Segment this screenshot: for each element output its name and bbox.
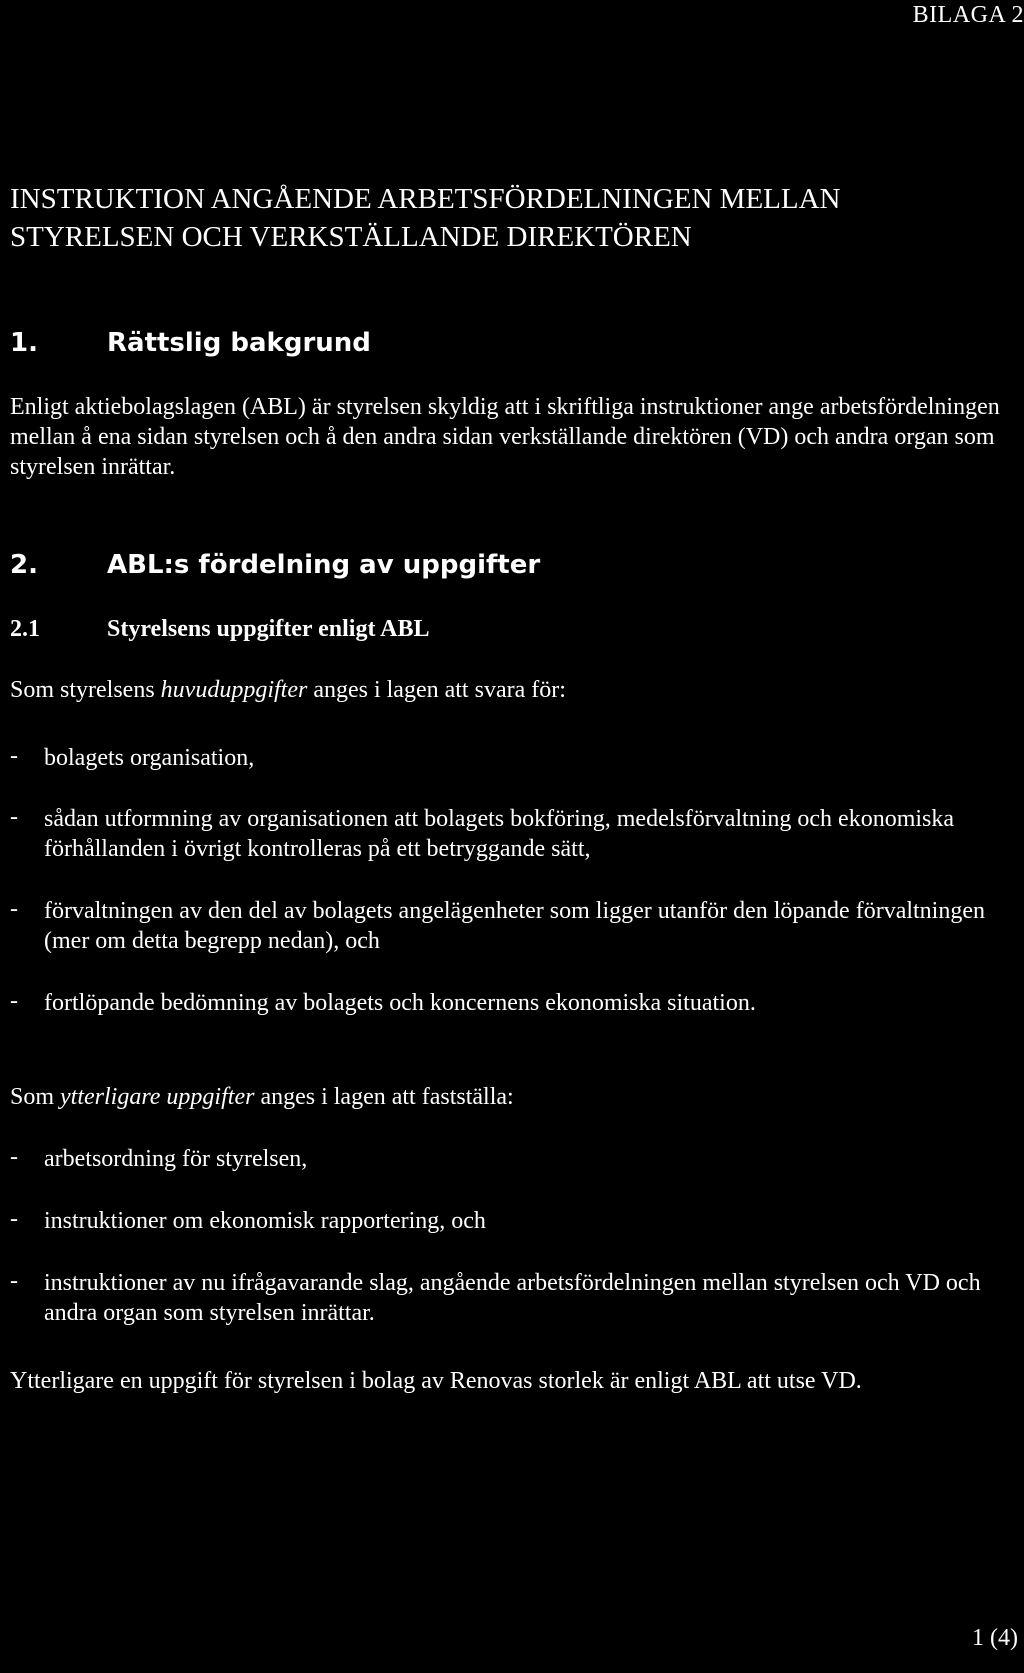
list-marker: - (10, 743, 18, 769)
title-line-1: INSTRUKTION ANGÅENDE ARBETSFÖRDELNINGEN MELLAN (10, 183, 841, 215)
list-item: instruktioner om ekonomisk rapportering, och (44, 1208, 486, 1234)
list-marker: - (10, 1144, 18, 1170)
list-marker: - (10, 1206, 18, 1232)
section-1-title: Rättslig bakgrund (107, 328, 371, 358)
page-label: BILAGA 2 (912, 2, 1024, 28)
subsection-2-1-title: Styrelsens uppgifter enligt ABL (107, 616, 430, 642)
main-tasks-intro: Som styrelsens huvuduppgifter anges i lagen att svara för: (10, 677, 566, 703)
list-item: förvaltningen av den del av bolagets angelägenheter som ligger utanför den löpande förvaltningen (mer om detta begrepp nedan), och (44, 898, 986, 954)
additional-tasks-intro: Som ytterligare uppgifter anges i lagen att fastställa: (10, 1084, 514, 1110)
document-title (10, 180, 1010, 256)
list-item: bolagets organisation, (44, 745, 255, 771)
list-item: fortlöpande bedömning av bolagets och koncernens ekonomiska situation. (44, 990, 756, 1016)
list-marker: - (10, 1268, 18, 1294)
list-item: arbetsordning för styrelsen, (44, 1146, 308, 1172)
title-line-2: STYRELSEN OCH VERKSTÄLLANDE DIREKTÖREN (10, 221, 692, 253)
closing-paragraph: Ytterligare en uppgift för styrelsen i bolag av Renovas storlek är enligt ABL att utse VD. (10, 1368, 862, 1394)
additional-tasks-emphasis: ytterligare uppgifter (60, 1084, 255, 1110)
section-2-title: ABL:s fördelning av uppgifter (107, 550, 541, 580)
section-1-paragraph: Enligt aktiebolagslagen (ABL) är styrelsen skyldig att i skriftliga instruktioner ange arbetsfördelningen mellan å ena sidan styrelsen och å den andra sidan verkställande direktören (VD) och andra organ som styrelsen inrättar. (10, 394, 1000, 480)
section-1-number: 1. (10, 328, 38, 358)
page-number: 1 (4) (972, 1625, 1018, 1651)
list-item: instruktioner av nu ifrågavarande slag, angående arbetsfördelningen mellan styrelsen och VD och andra organ som styrelsen inrättar. (44, 1270, 981, 1326)
list-marker: - (10, 988, 18, 1014)
list-marker: - (10, 804, 18, 830)
section-2-number: 2. (10, 550, 38, 580)
list-marker: - (10, 896, 18, 922)
subsection-2-1-number: 2.1 (10, 616, 40, 642)
list-item: sådan utformning av organisationen att bolagets bokföring, medelsförvaltning och ekonomiska förhållanden i övrigt kontrolleras på ett betryggande sätt, (44, 806, 955, 862)
main-tasks-emphasis: huvuduppgifter (160, 677, 308, 703)
